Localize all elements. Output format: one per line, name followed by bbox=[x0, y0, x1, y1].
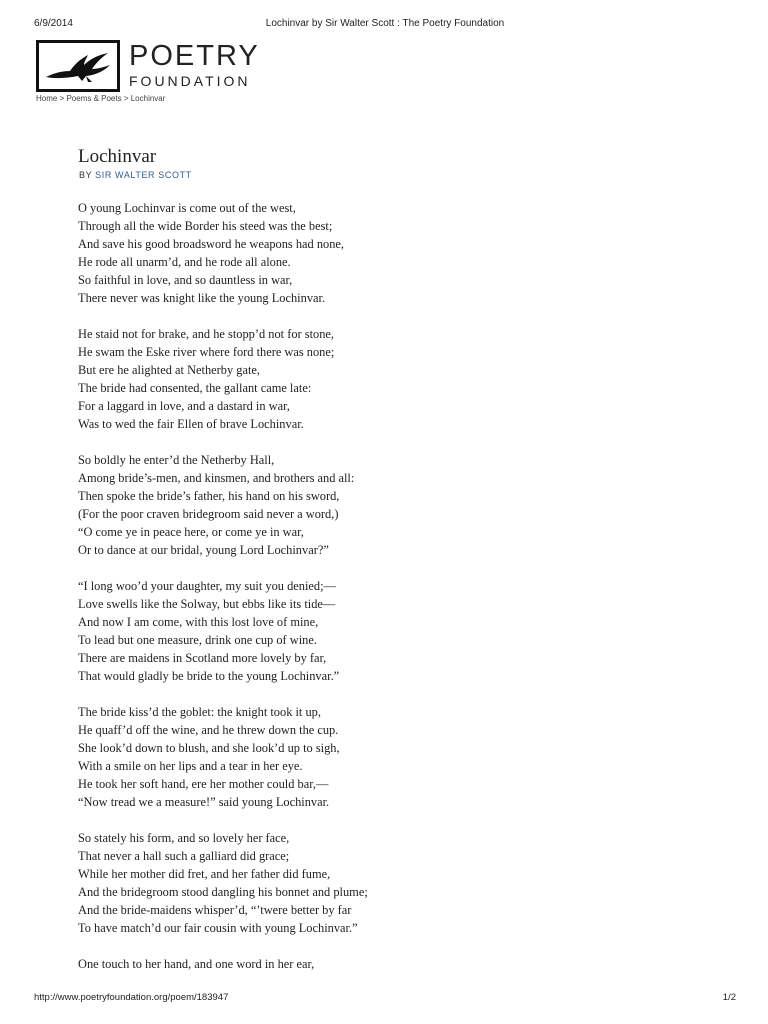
breadcrumb bbox=[36, 94, 165, 103]
breadcrumb-current: Lochinvar bbox=[130, 94, 166, 103]
logo-wordmark bbox=[129, 42, 260, 90]
poem-line: He quaff’d off the wine, and he threw down the cup. bbox=[78, 723, 339, 737]
poem-line: One touch to her hand, and one word in her ear, bbox=[78, 957, 315, 971]
poem-line: That never a hall such a galliard did grace; bbox=[78, 849, 290, 863]
poem-line: Then spoke the bride’s father, his hand on his sword, bbox=[78, 489, 340, 503]
poem-line: For a laggard in love, and a dastard in war, bbox=[78, 399, 290, 413]
poem-line: He rode all unarm’d, and he rode all alone. bbox=[78, 255, 291, 269]
poem-line: She look’d down to blush, and she look’d up to sigh, bbox=[78, 741, 340, 755]
poem-stanza bbox=[78, 703, 698, 811]
print-page-title: Lochinvar by Sir Walter Scott : The Poetry Foundation bbox=[265, 18, 505, 29]
poem-line: Or to dance at our bridal, young Lord Lochinvar?” bbox=[78, 543, 329, 557]
poem-line: To have match’d our fair cousin with young Lochinvar.” bbox=[78, 921, 358, 935]
poem-line: So stately his form, and so lovely her face, bbox=[78, 831, 290, 845]
logo-line-foundation: FOUNDATION bbox=[129, 73, 251, 89]
poem-line: Through all the wide Border his steed was the best; bbox=[78, 219, 333, 233]
byline-by: BY bbox=[79, 170, 93, 180]
poem-line: O young Lochinvar is come out of the west, bbox=[78, 201, 296, 215]
breadcrumb-separator: > bbox=[121, 94, 131, 103]
poem-line: That would gladly be bride to the young Lochinvar.” bbox=[78, 669, 340, 683]
poem-line: While her mother did fret, and her father did fume, bbox=[78, 867, 331, 881]
poetry-foundation-logo[interactable] bbox=[36, 38, 260, 94]
poem-stanza bbox=[78, 829, 698, 937]
poem-line: “Now tread we a measure!” said young Lochinvar. bbox=[78, 795, 330, 809]
poem-line: But ere he alighted at Netherby gate, bbox=[78, 363, 260, 377]
logo-box bbox=[36, 40, 120, 92]
poem-line: And now I am come, with this lost love of mine, bbox=[78, 615, 319, 629]
poem-line: “O come ye in peace here, or come ye in war, bbox=[78, 525, 304, 539]
print-url: http://www.poetryfoundation.org/poem/183947 bbox=[34, 992, 229, 1003]
poem-line: With a smile on her lips and a tear in her eye. bbox=[78, 759, 303, 773]
print-header bbox=[34, 18, 736, 32]
author-link[interactable]: SIR WALTER SCOTT bbox=[95, 170, 192, 180]
print-footer bbox=[34, 992, 736, 1006]
poem-line: The bride kiss’d the goblet: the knight took it up, bbox=[78, 705, 321, 719]
print-date: 6/9/2014 bbox=[34, 18, 73, 29]
poem-stanza bbox=[78, 955, 698, 973]
poem-line: “I long woo’d your daughter, my suit you denied;— bbox=[78, 579, 336, 593]
poem-line: He swam the Eske river where ford there was none; bbox=[78, 345, 335, 359]
poem-byline bbox=[79, 170, 192, 180]
poem-line: Among bride’s-men, and kinsmen, and brothers and all: bbox=[78, 471, 355, 485]
poem-line: And save his good broadsword he weapons had none, bbox=[78, 237, 344, 251]
poem-line: He took her soft hand, ere her mother could bar,— bbox=[78, 777, 329, 791]
poem-line: Love swells like the Solway, but ebbs like its tide— bbox=[78, 597, 336, 611]
breadcrumb-separator: > bbox=[57, 94, 67, 103]
poem-title: Lochinvar bbox=[78, 146, 157, 167]
print-page-number: 1/2 bbox=[722, 992, 736, 1003]
breadcrumb-home[interactable]: Home bbox=[36, 94, 58, 103]
poem-line: So faithful in love, and so dauntless in war, bbox=[78, 273, 293, 287]
poem-line: He staid not for brake, and he stopp’d not for stone, bbox=[78, 327, 335, 341]
poem-line: To lead but one measure, drink one cup of wine. bbox=[78, 633, 317, 647]
poem-line: There never was knight like the young Lochinvar. bbox=[78, 291, 326, 305]
poem-line: There are maidens in Scotland more lovely by far, bbox=[78, 651, 327, 665]
poem-stanza bbox=[78, 199, 698, 307]
poem-line: So boldly he enter’d the Netherby Hall, bbox=[78, 453, 275, 467]
poem-line: And the bride-maidens whisper’d, “’twere better by far bbox=[78, 903, 352, 917]
breadcrumb-section[interactable]: Poems & Poets bbox=[66, 94, 122, 103]
poem-body bbox=[78, 199, 698, 991]
poem-stanza bbox=[78, 325, 698, 433]
poem-stanza bbox=[78, 451, 698, 559]
poem-line: The bride had consented, the gallant came late: bbox=[78, 381, 312, 395]
poem-line: (For the poor craven bridegroom said never a word,) bbox=[78, 507, 339, 521]
poem-stanza bbox=[78, 577, 698, 685]
poem-line: Was to wed the fair Ellen of brave Lochinvar. bbox=[78, 417, 304, 431]
logo-line-poetry: POETRY bbox=[129, 40, 260, 72]
poem-line: And the bridegroom stood dangling his bonnet and plume; bbox=[78, 885, 368, 899]
bird-icon bbox=[42, 47, 114, 85]
